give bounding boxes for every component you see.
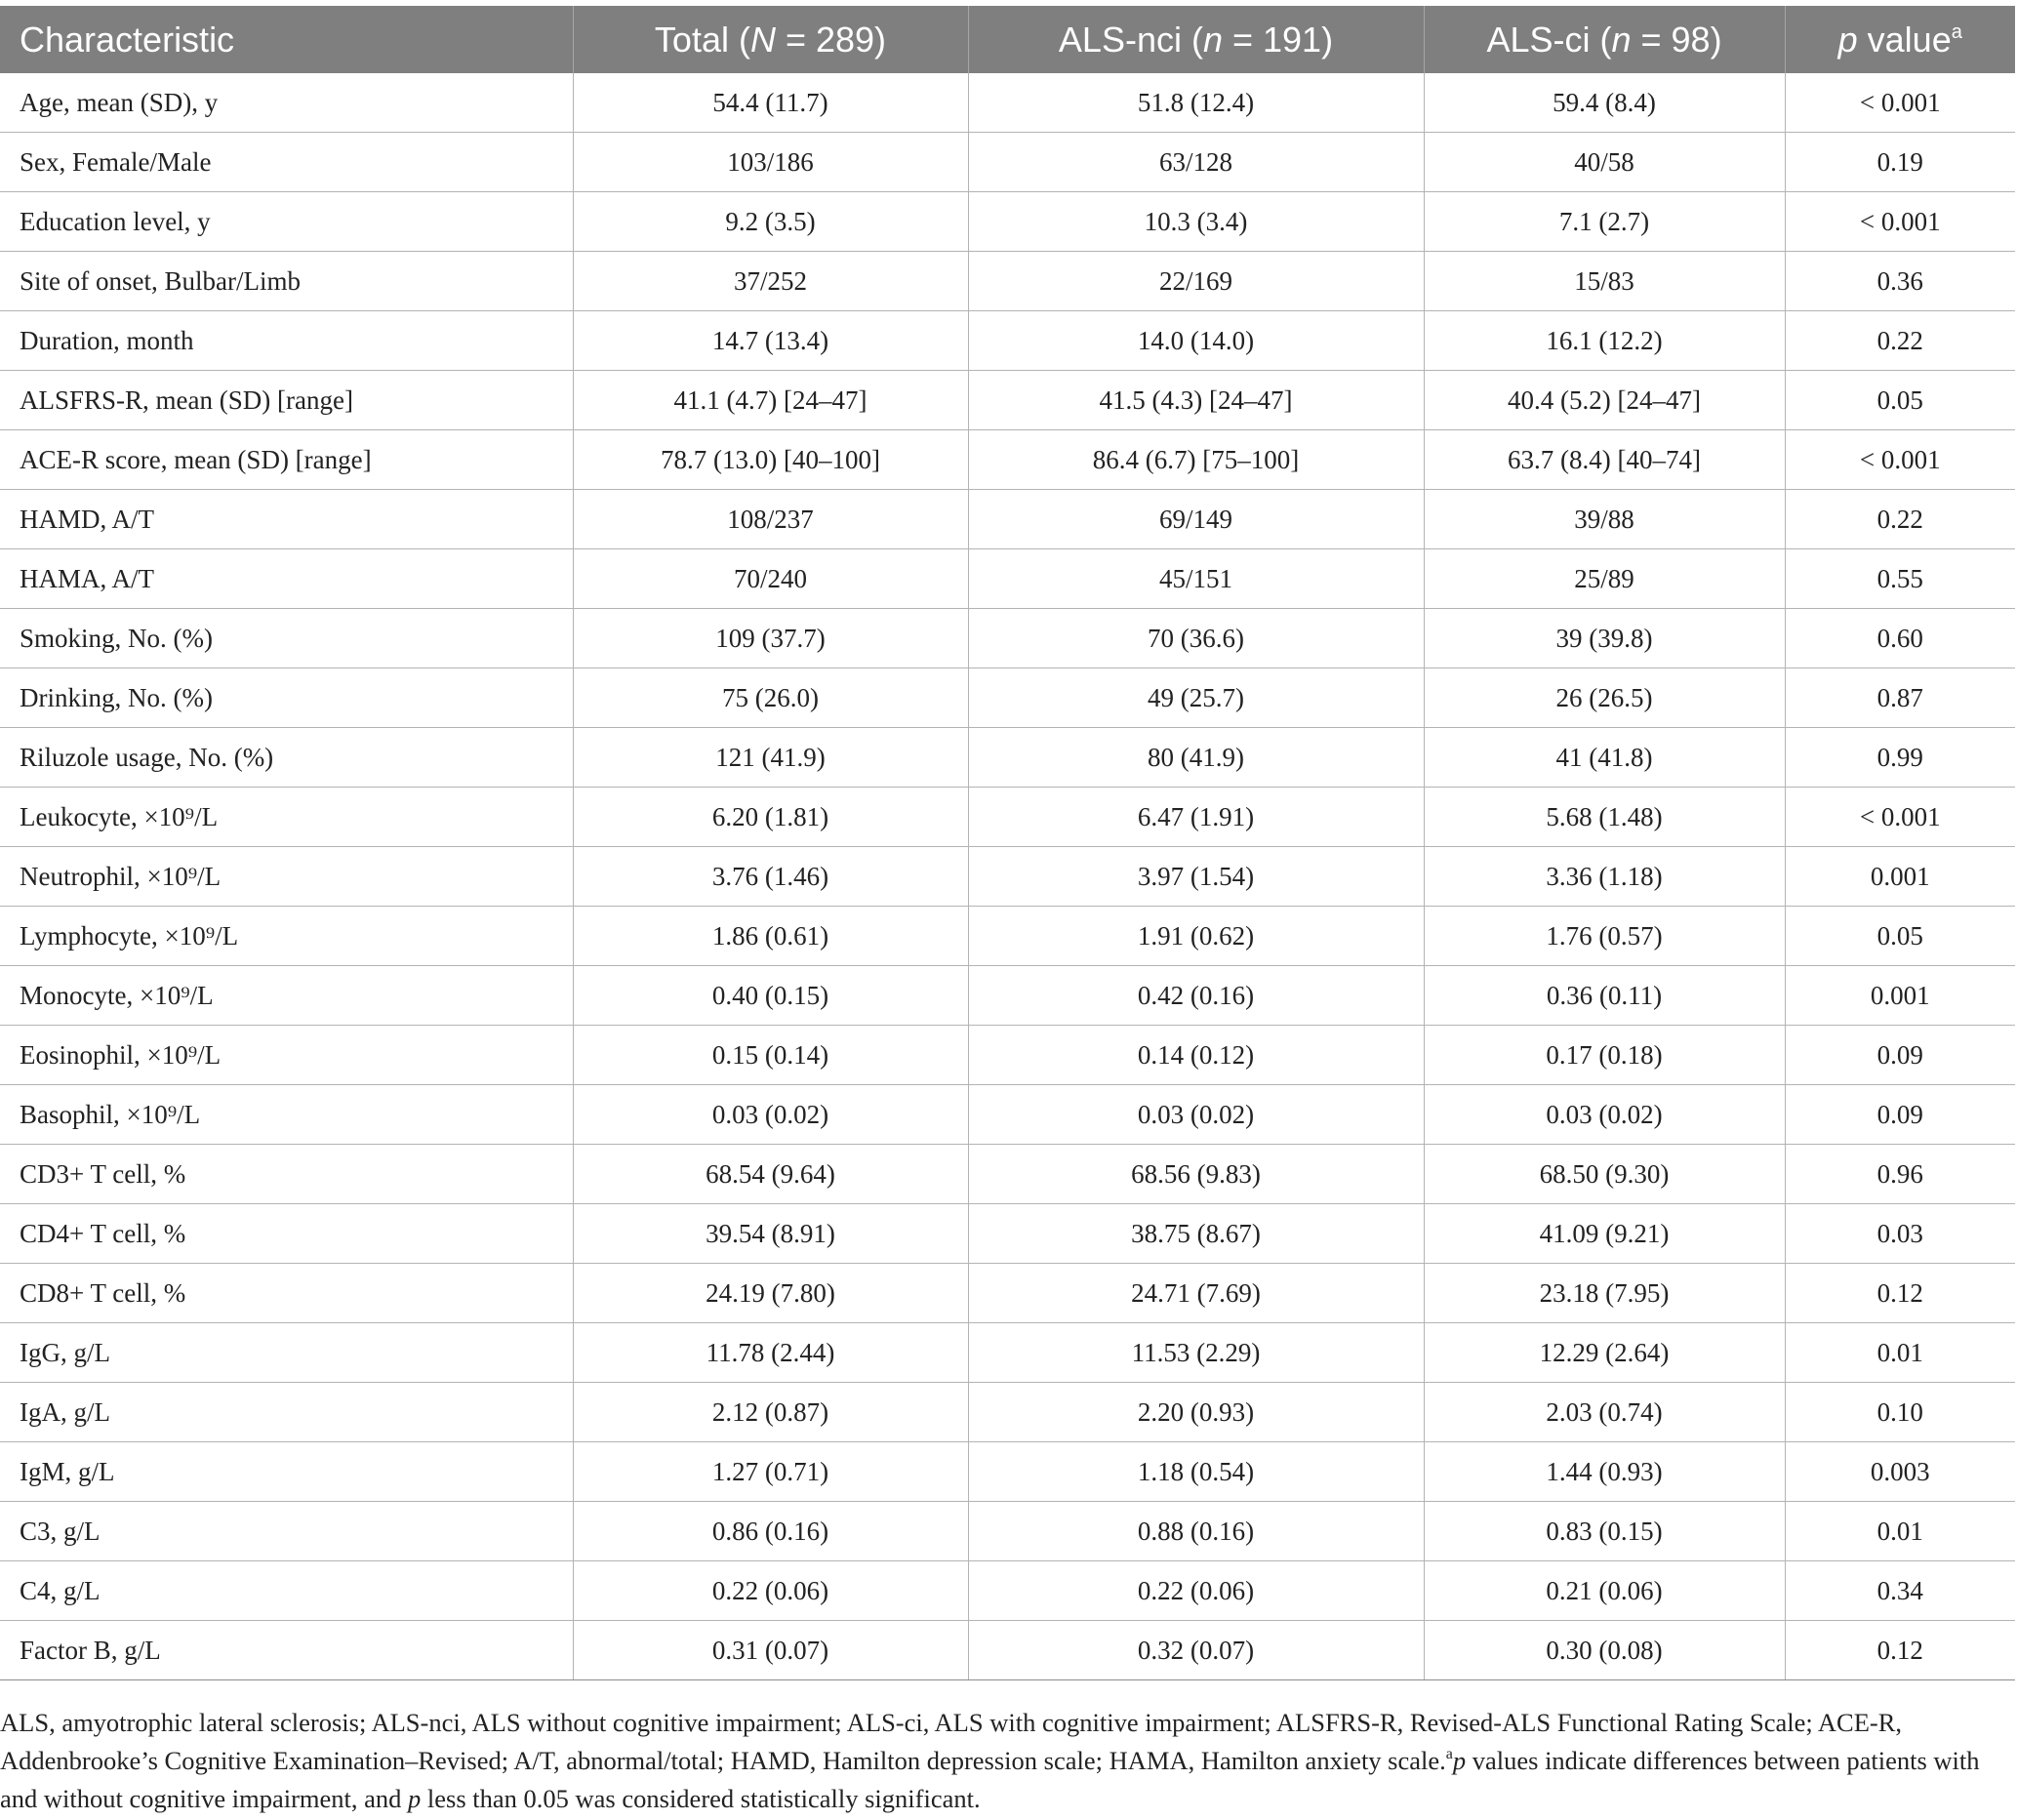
header-label: ALS-nci ( [1058,19,1203,60]
cell-p-value: 0.22 [1785,490,2015,549]
cell-als-nci: 80 (41.9) [968,728,1424,788]
cell-als-nci: 70 (36.6) [968,609,1424,668]
footnote-p-italic-2: p [408,1784,422,1813]
cell-als-ci: 68.50 (9.30) [1424,1145,1785,1204]
cell-total: 0.15 (0.14) [573,1026,968,1085]
cell-als-ci: 1.76 (0.57) [1424,907,1785,966]
cell-als-ci: 0.17 (0.18) [1424,1026,1785,1085]
cell-p-value: 0.10 [1785,1383,2015,1442]
table-row [0,1264,2015,1323]
cell-als-nci: 51.8 (12.4) [968,73,1424,133]
table-row [0,371,2015,430]
table-row [0,1561,2015,1621]
cell-als-nci: 69/149 [968,490,1424,549]
cell-p-value: 0.003 [1785,1442,2015,1502]
table-row [0,966,2015,1026]
table-row [0,549,2015,609]
cell-als-nci: 6.47 (1.91) [968,788,1424,847]
cell-als-ci: 25/89 [1424,549,1785,609]
cell-als-nci: 68.56 (9.83) [968,1145,1424,1204]
table-row [0,1621,2015,1680]
table-row [0,1442,2015,1502]
cell-als-nci: 63/128 [968,133,1424,192]
cell-characteristic: C3, g/L [0,1502,573,1561]
header-label: Total ( [654,19,750,60]
table-footnote [0,1704,2010,1818]
cell-characteristic: Drinking, No. (%) [0,668,573,728]
cell-als-ci: 39/88 [1424,490,1785,549]
cell-als-nci: 45/151 [968,549,1424,609]
cell-als-nci: 0.32 (0.07) [968,1621,1424,1680]
cell-p-value: 0.19 [1785,133,2015,192]
cell-p-value: 0.01 [1785,1502,2015,1561]
header-footnote-marker: a [1951,20,1962,43]
cell-characteristic: Neutrophil, ×10⁹/L [0,847,573,907]
cell-total: 78.7 (13.0) [40–100] [573,430,968,490]
cell-characteristic: Site of onset, Bulbar/Limb [0,252,573,311]
cell-als-nci: 0.88 (0.16) [968,1502,1424,1561]
cell-characteristic: Leukocyte, ×10⁹/L [0,788,573,847]
cell-als-ci: 15/83 [1424,252,1785,311]
cell-als-nci: 49 (25.7) [968,668,1424,728]
cell-p-value: 0.09 [1785,1026,2015,1085]
cell-als-nci: 24.71 (7.69) [968,1264,1424,1323]
cell-als-nci: 86.4 (6.7) [75–100] [968,430,1424,490]
cell-total: 41.1 (4.7) [24–47] [573,371,968,430]
cell-p-value: < 0.001 [1785,788,2015,847]
table-row [0,490,2015,549]
cell-characteristic: Eosinophil, ×10⁹/L [0,1026,573,1085]
table-row [0,1085,2015,1145]
cell-total: 14.7 (13.4) [573,311,968,371]
cell-characteristic: IgM, g/L [0,1442,573,1502]
footnote-abbreviations: ALS, amyotrophic lateral sclerosis; ALS-nci, ALS without cognitive impairment; ALS-ci, ALS with cognitive impairment; ALSFRS-R, Revised-ALS Functional Rating Scale; ACE-R, Addenbrooke’s Cognitive Examination–Revised; A/T, abnormal/total; HAMD, Hamilton depression scale; HAMA, Hamilton anxiety scale. [0,1708,1903,1775]
cell-characteristic: CD4+ T cell, % [0,1204,573,1264]
cell-als-ci: 0.30 (0.08) [1424,1621,1785,1680]
cell-total: 1.86 (0.61) [573,907,968,966]
table-row [0,788,2015,847]
cell-p-value: 0.12 [1785,1621,2015,1680]
cell-als-ci: 59.4 (8.4) [1424,73,1785,133]
cell-characteristic: HAMA, A/T [0,549,573,609]
cell-als-ci: 3.36 (1.18) [1424,847,1785,907]
characteristics-table [0,6,2015,1680]
header-characteristic [0,6,573,73]
cell-p-value: 0.87 [1785,668,2015,728]
cell-als-nci: 0.14 (0.12) [968,1026,1424,1085]
cell-p-value: 0.09 [1785,1085,2015,1145]
cell-total: 0.03 (0.02) [573,1085,968,1145]
header-als-ci [1424,6,1785,73]
cell-als-nci: 22/169 [968,252,1424,311]
cell-total: 0.31 (0.07) [573,1621,968,1680]
cell-characteristic: IgA, g/L [0,1383,573,1442]
cell-total: 108/237 [573,490,968,549]
cell-p-value: 0.001 [1785,966,2015,1026]
cell-characteristic: CD3+ T cell, % [0,1145,573,1204]
cell-total: 37/252 [573,252,968,311]
footnote-marker: a [1445,1746,1453,1762]
table-row [0,252,2015,311]
cell-total: 70/240 [573,549,968,609]
cell-als-ci: 1.44 (0.93) [1424,1442,1785,1502]
cell-als-ci: 7.1 (2.7) [1424,192,1785,252]
cell-total: 9.2 (3.5) [573,192,968,252]
header-italic: p [1837,19,1858,60]
cell-total: 0.40 (0.15) [573,966,968,1026]
cell-total: 11.78 (2.44) [573,1323,968,1383]
cell-als-ci: 0.83 (0.15) [1424,1502,1785,1561]
table-row [0,133,2015,192]
cell-als-ci: 5.68 (1.48) [1424,788,1785,847]
cell-characteristic: CD8+ T cell, % [0,1264,573,1323]
cell-total: 2.12 (0.87) [573,1383,968,1442]
cell-p-value: < 0.001 [1785,430,2015,490]
cell-total: 39.54 (8.91) [573,1204,968,1264]
table-row [0,1145,2015,1204]
cell-als-ci: 41 (41.8) [1424,728,1785,788]
table-row [0,1204,2015,1264]
cell-als-ci: 0.03 (0.02) [1424,1085,1785,1145]
table-row [0,609,2015,668]
cell-characteristic: C4, g/L [0,1561,573,1621]
table-row [0,192,2015,252]
footnote-p-italic: p [1452,1746,1467,1775]
cell-als-nci: 3.97 (1.54) [968,847,1424,907]
cell-total: 109 (37.7) [573,609,968,668]
cell-p-value: 0.96 [1785,1145,2015,1204]
cell-p-value: < 0.001 [1785,192,2015,252]
cell-total: 24.19 (7.80) [573,1264,968,1323]
cell-total: 1.27 (0.71) [573,1442,968,1502]
table-row [0,847,2015,907]
table-row [0,1026,2015,1085]
cell-p-value: 0.36 [1785,252,2015,311]
cell-als-nci: 10.3 (3.4) [968,192,1424,252]
cell-total: 68.54 (9.64) [573,1145,968,1204]
cell-p-value: < 0.001 [1785,73,2015,133]
cell-p-value: 0.03 [1785,1204,2015,1264]
header-total [573,6,968,73]
cell-als-ci: 26 (26.5) [1424,668,1785,728]
cell-characteristic: Education level, y [0,192,573,252]
cell-p-value: 0.99 [1785,728,2015,788]
cell-p-value: 0.60 [1785,609,2015,668]
cell-characteristic: Sex, Female/Male [0,133,573,192]
cell-als-nci: 11.53 (2.29) [968,1323,1424,1383]
cell-als-ci: 39 (39.8) [1424,609,1785,668]
cell-p-value: 0.55 [1785,549,2015,609]
cell-als-ci: 41.09 (9.21) [1424,1204,1785,1264]
table-row [0,728,2015,788]
cell-total: 3.76 (1.46) [573,847,968,907]
cell-total: 103/186 [573,133,968,192]
cell-als-ci: 0.21 (0.06) [1424,1561,1785,1621]
cell-als-ci: 2.03 (0.74) [1424,1383,1785,1442]
cell-p-value: 0.05 [1785,371,2015,430]
cell-p-value: 0.05 [1785,907,2015,966]
table-row [0,430,2015,490]
header-suffix: = 289) [775,19,887,60]
cell-total: 54.4 (11.7) [573,73,968,133]
cell-p-value: 0.12 [1785,1264,2015,1323]
cell-characteristic: ACE-R score, mean (SD) [range] [0,430,573,490]
cell-p-value: 0.001 [1785,847,2015,907]
cell-characteristic: Age, mean (SD), y [0,73,573,133]
cell-als-ci: 63.7 (8.4) [40–74] [1424,430,1785,490]
header-suffix: = 98) [1631,19,1722,60]
cell-total: 0.86 (0.16) [573,1502,968,1561]
cell-characteristic: Duration, month [0,311,573,371]
footnote-note-part1: values indicate differences between patients with and without cognitive impairment, and [0,1746,1980,1813]
cell-characteristic: Riluzole usage, No. (%) [0,728,573,788]
cell-als-ci: 23.18 (7.95) [1424,1264,1785,1323]
cell-als-nci: 0.03 (0.02) [968,1085,1424,1145]
cell-als-nci: 0.22 (0.06) [968,1561,1424,1621]
footnote-note-part2: less than 0.05 was considered statistically significant. [421,1784,981,1813]
table-row [0,73,2015,133]
header-suffix: value [1857,19,1952,60]
cell-characteristic: Lymphocyte, ×10⁹/L [0,907,573,966]
cell-characteristic: HAMD, A/T [0,490,573,549]
header-als-nci [968,6,1424,73]
cell-characteristic: Basophil, ×10⁹/L [0,1085,573,1145]
cell-als-nci: 14.0 (14.0) [968,311,1424,371]
cell-als-nci: 41.5 (4.3) [24–47] [968,371,1424,430]
table-row [0,1383,2015,1442]
cell-characteristic: Monocyte, ×10⁹/L [0,966,573,1026]
header-label: Characteristic [20,19,235,60]
table-row [0,1502,2015,1561]
table-body [0,73,2015,1680]
cell-total: 0.22 (0.06) [573,1561,968,1621]
cell-p-value: 0.22 [1785,311,2015,371]
table-header-row [0,6,2015,73]
cell-p-value: 0.01 [1785,1323,2015,1383]
cell-als-nci: 2.20 (0.93) [968,1383,1424,1442]
cell-als-ci: 40/58 [1424,133,1785,192]
header-italic: n [1202,19,1223,60]
cell-als-nci: 1.91 (0.62) [968,907,1424,966]
cell-p-value: 0.34 [1785,1561,2015,1621]
cell-characteristic: IgG, g/L [0,1323,573,1383]
table-container [0,6,2017,1680]
cell-als-ci: 16.1 (12.2) [1424,311,1785,371]
header-label: ALS-ci ( [1486,19,1612,60]
cell-characteristic: Smoking, No. (%) [0,609,573,668]
cell-total: 6.20 (1.81) [573,788,968,847]
cell-total: 75 (26.0) [573,668,968,728]
cell-als-ci: 12.29 (2.64) [1424,1323,1785,1383]
header-italic: N [749,19,776,60]
cell-total: 121 (41.9) [573,728,968,788]
cell-als-nci: 0.42 (0.16) [968,966,1424,1026]
table-row [0,907,2015,966]
header-suffix: = 191) [1222,19,1334,60]
cell-characteristic: ALSFRS-R, mean (SD) [range] [0,371,573,430]
header-italic: n [1611,19,1632,60]
cell-als-ci: 0.36 (0.11) [1424,966,1785,1026]
table-row [0,668,2015,728]
cell-als-ci: 40.4 (5.2) [24–47] [1424,371,1785,430]
table-row [0,1323,2015,1383]
cell-als-nci: 38.75 (8.67) [968,1204,1424,1264]
table-row [0,311,2015,371]
cell-als-nci: 1.18 (0.54) [968,1442,1424,1502]
header-p-value [1785,6,2015,73]
cell-characteristic: Factor B, g/L [0,1621,573,1680]
